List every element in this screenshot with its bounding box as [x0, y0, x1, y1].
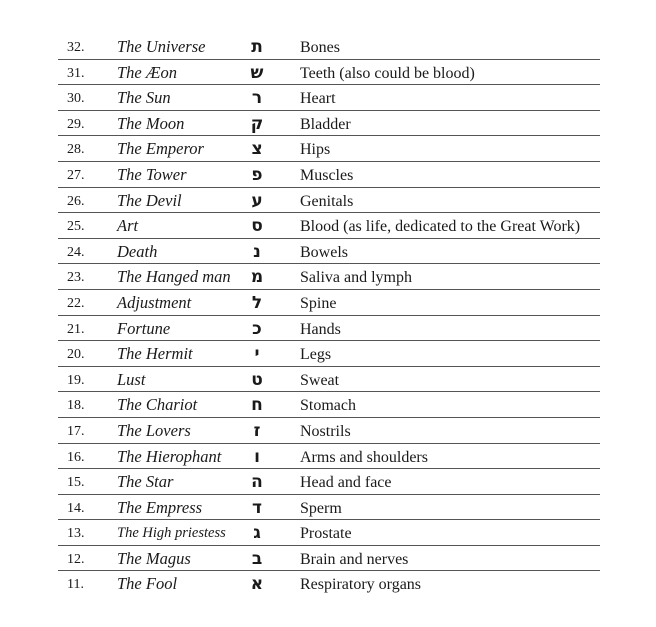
- trump-name: The Empress: [117, 497, 203, 517]
- hebrew-letter: ה: [251, 472, 263, 493]
- hebrew-letter: נ: [253, 241, 261, 262]
- trump-name: Death: [117, 241, 158, 261]
- row-number: 31.: [67, 65, 85, 81]
- body-correspondence: Brain and nerves: [300, 550, 409, 568]
- row-number: 12.: [67, 551, 85, 567]
- body-correspondence: Saliva and lymph: [300, 269, 412, 287]
- table-row: [58, 444, 600, 470]
- row-number: 21.: [67, 321, 85, 337]
- hebrew-letter: ד: [252, 497, 262, 518]
- body-correspondence: Arms and shoulders: [300, 448, 428, 466]
- table-row: [58, 290, 600, 316]
- row-number: 16.: [67, 449, 85, 465]
- correspondence-table: [58, 34, 600, 597]
- table-row: [58, 136, 600, 162]
- trump-name: Art: [117, 216, 139, 236]
- hebrew-letter: ס: [251, 216, 263, 237]
- table-row: [58, 341, 600, 367]
- table-row: [58, 213, 600, 239]
- body-correspondence: Sweat: [300, 371, 340, 389]
- trump-name: The Devil: [117, 190, 182, 210]
- table-row: [58, 520, 600, 546]
- trump-name: The Moon: [117, 113, 185, 133]
- row-number: 14.: [67, 500, 85, 516]
- hebrew-letter: מ: [250, 267, 264, 288]
- body-correspondence: Bladder: [300, 115, 351, 133]
- row-number: 24.: [67, 244, 85, 260]
- row-number: 25.: [67, 219, 85, 235]
- hebrew-letter: ו: [254, 446, 260, 467]
- body-correspondence: Nostrils: [300, 422, 351, 440]
- row-number: 28.: [67, 142, 85, 158]
- table-row: [58, 469, 600, 495]
- table-row: [58, 546, 600, 572]
- row-number: 11.: [67, 577, 84, 593]
- body-correspondence: Bones: [300, 39, 340, 56]
- table-row: [58, 495, 600, 521]
- hebrew-letter: ת: [251, 37, 263, 57]
- row-number: 19.: [67, 372, 85, 388]
- row-number: 26.: [67, 193, 85, 209]
- body-correspondence: Spine: [300, 294, 337, 312]
- trump-name: The Fool: [117, 574, 178, 594]
- trump-name: The Magus: [117, 548, 191, 568]
- body-correspondence: Heart: [300, 90, 336, 108]
- row-number: 32.: [67, 40, 85, 55]
- hebrew-letter: צ: [251, 139, 263, 160]
- table-row: [58, 316, 600, 342]
- table-row: [58, 571, 600, 597]
- table-row: [58, 85, 600, 111]
- table-row: [58, 239, 600, 265]
- row-number: 27.: [67, 167, 85, 183]
- trump-name: The Star: [117, 472, 174, 492]
- hebrew-letter: ק: [250, 113, 264, 134]
- hebrew-letter: ע: [251, 190, 263, 211]
- row-number: 17.: [67, 423, 85, 439]
- row-number: 15.: [67, 475, 85, 491]
- trump-name: The Hanged man: [117, 267, 231, 287]
- body-correspondence: Blood (as life, dedicated to the Great Work): [300, 218, 581, 236]
- table-row: [58, 418, 600, 444]
- hebrew-letter: ל: [251, 292, 263, 313]
- body-correspondence: Sperm: [300, 499, 342, 517]
- body-correspondence: Teeth (also could be blood): [300, 64, 475, 82]
- trump-name: The High priestess: [117, 525, 226, 542]
- table-row: [58, 188, 600, 214]
- trump-name: The Sun: [117, 88, 171, 108]
- trump-name: The Hermit: [117, 344, 193, 364]
- trump-name: The Lovers: [117, 420, 191, 440]
- trump-name: The Chariot: [117, 395, 198, 415]
- row-number: 22.: [67, 295, 85, 311]
- hebrew-letter: פ: [251, 164, 263, 185]
- hebrew-letter: ח: [251, 395, 263, 416]
- trump-name: The Hierophant: [117, 446, 222, 466]
- body-correspondence: Hands: [300, 320, 341, 338]
- body-correspondence: Respiratory organs: [300, 576, 422, 594]
- table-row: [58, 392, 600, 418]
- row-number: 23.: [67, 270, 85, 286]
- table-row: [58, 264, 600, 290]
- trump-name: Adjustment: [117, 292, 192, 312]
- body-correspondence: Stomach: [300, 397, 356, 415]
- trump-name: The Emperor: [117, 139, 204, 159]
- hebrew-letter: א: [250, 574, 264, 595]
- table-row: [58, 162, 600, 188]
- hebrew-letter: י: [254, 344, 260, 365]
- trump-name: Fortune: [117, 318, 171, 338]
- body-correspondence: Muscles: [300, 166, 354, 184]
- hebrew-letter: ג: [253, 523, 261, 544]
- trump-name: Lust: [117, 369, 146, 389]
- hebrew-letter: כ: [252, 318, 262, 339]
- hebrew-letter: ב: [251, 548, 263, 569]
- row-number: 30.: [67, 91, 85, 107]
- body-correspondence: Bowels: [300, 243, 348, 261]
- hebrew-letter: ר: [251, 88, 263, 109]
- trump-name: The Universe: [117, 37, 206, 56]
- trump-name: The Æon: [117, 62, 178, 82]
- hebrew-letter: ט: [251, 369, 263, 390]
- row-number: 20.: [67, 347, 85, 363]
- body-correspondence: Legs: [300, 346, 332, 364]
- table-row: [58, 111, 600, 137]
- table-row: [58, 34, 600, 60]
- table-row: [58, 367, 600, 393]
- hebrew-letter: ז: [253, 420, 261, 441]
- table-row: [58, 60, 600, 86]
- hebrew-letter: ש: [250, 62, 264, 83]
- body-correspondence: Prostate: [300, 525, 352, 543]
- body-correspondence: Head and face: [300, 474, 392, 492]
- row-number: 18.: [67, 398, 85, 414]
- body-correspondence: Hips: [300, 141, 331, 159]
- row-number: 13.: [67, 526, 85, 542]
- row-number: 29.: [67, 116, 85, 132]
- trump-name: The Tower: [117, 164, 187, 184]
- body-correspondence: Genitals: [300, 192, 354, 210]
